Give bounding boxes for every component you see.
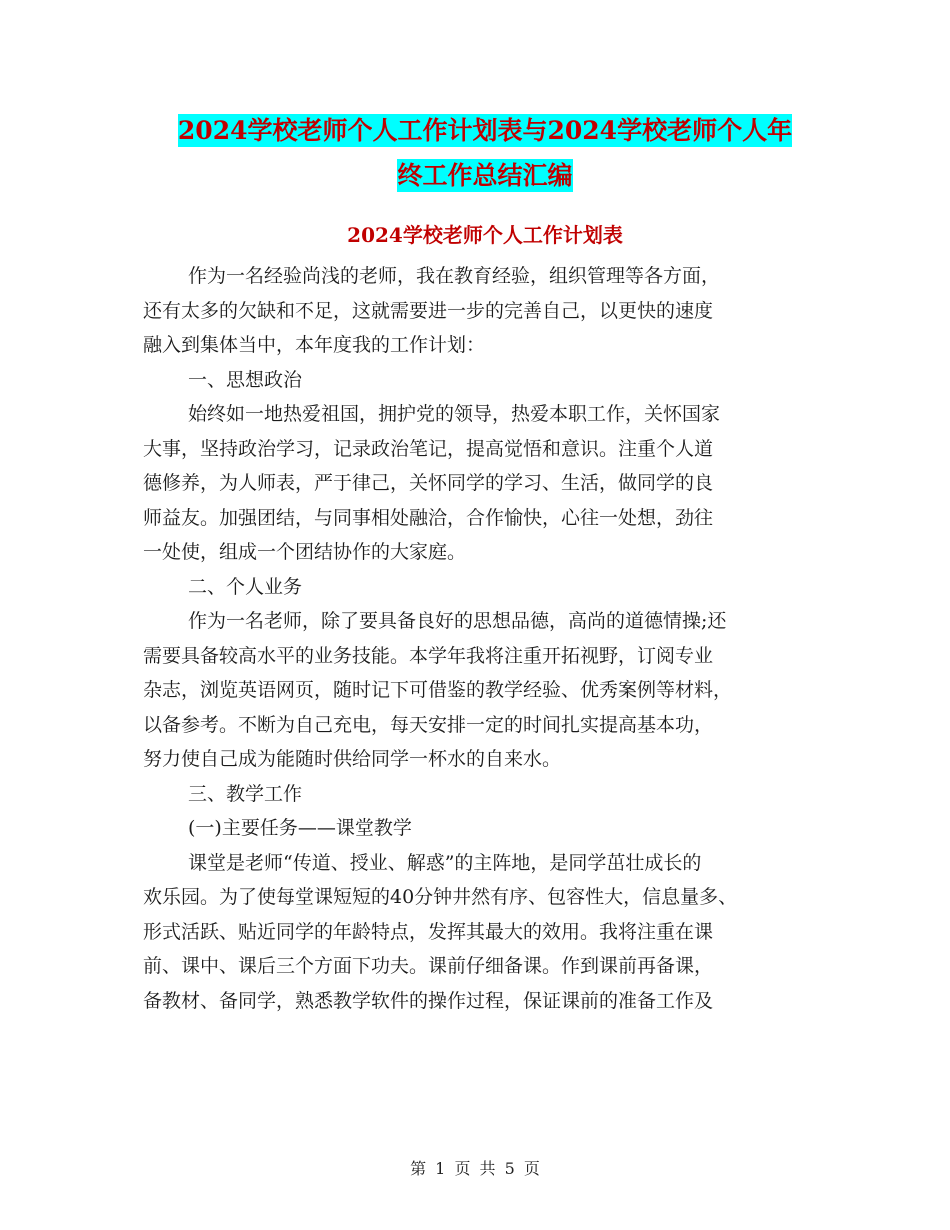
body-line: 备教材、备同学，熟悉教学软件的操作过程，保证课前的准备工作及 bbox=[143, 989, 714, 1012]
body-text bbox=[143, 259, 813, 1018]
document-title bbox=[140, 108, 830, 198]
body-line: 一处使，组成一个团结协作的大家庭。 bbox=[143, 541, 467, 563]
body-line: 师益友。加强团结，与同事相处融洽，合作愉快，心往一处想，劲往 bbox=[143, 506, 714, 529]
body-line: 欢乐园。为了使每堂课短短的40分钟井然有序、包容性大，信息量多、 bbox=[143, 886, 738, 908]
body-line: (一)主要任务——课堂教学 bbox=[188, 817, 412, 839]
body-line: 大事，坚持政治学习，记录政治笔记，提高觉悟和意识。注重个人道 bbox=[143, 437, 714, 460]
page-footer: 第 1 页 共 5 页 bbox=[410, 1159, 540, 1178]
body-line: 形式活跃、贴近同学的年龄特点，发挥其最大的效用。我将注重在课 bbox=[143, 920, 714, 943]
body-line: 还有太多的欠缺和不足，这就需要进一步的完善自己，以更快的速度 bbox=[143, 299, 714, 322]
body-line: 德修养，为人师表，严于律己，关怀同学的学习、生活，做同学的良 bbox=[143, 472, 714, 494]
body-line: 努力使自己成为能随时供给同学一杯水的自来水。 bbox=[143, 748, 562, 770]
document-title-line-2: 终工作总结汇编 bbox=[397, 161, 573, 190]
body-line: 杂志，浏览英语网页，随时记下可借鉴的教学经验、优秀案例等材料， bbox=[143, 679, 733, 701]
document-title-line-1: 2024学校老师个人工作计划表与2024学校老师个人年 bbox=[177, 116, 793, 145]
body-line: 需要具备较高水平的业务技能。本学年我将注重开拓视野，订阅专业 bbox=[143, 644, 714, 667]
body-line: 以备参考。不断为自己充电，每天安排一定的时间扎实提高基本功， bbox=[143, 713, 714, 736]
body-line: 前、课中、课后三个方面下功夫。课前仔细备课。作到课前再备课， bbox=[143, 955, 714, 977]
body-line: 三、教学工作 bbox=[188, 782, 303, 805]
section-title: 2024学校老师个人工作计划表 bbox=[347, 223, 623, 247]
body-line: 二、个人业务 bbox=[188, 575, 303, 598]
body-line: 课堂是老师“传道、授业、解惑”的主阵地，是同学茁壮成长的 bbox=[188, 851, 702, 874]
body-line: 始终如一地热爱祖国，拥护党的领导，热爱本职工作，关怀国家 bbox=[188, 403, 721, 425]
body-line: 作为一名老师，除了要具备良好的思想品德，高尚的道德情操;还 bbox=[188, 610, 727, 632]
body-line: 一、思想政治 bbox=[188, 368, 303, 391]
body-line: 融入到集体当中，本年度我的工作计划： bbox=[143, 334, 486, 356]
body-line: 作为一名经验尚浅的老师，我在教育经验，组织管理等各方面， bbox=[188, 265, 721, 287]
